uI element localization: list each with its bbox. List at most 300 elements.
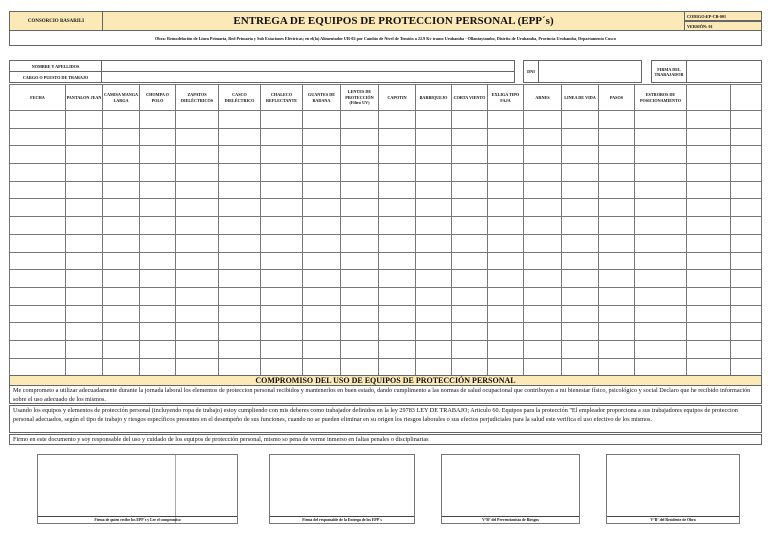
receiver-signature-box[interactable] [37, 454, 238, 524]
table-cell[interactable] [219, 234, 261, 252]
table-cell[interactable] [379, 199, 416, 217]
table-cell[interactable] [261, 252, 303, 270]
table-cell[interactable] [261, 199, 303, 217]
document-version: VERSIÓN: 01 [684, 21, 762, 31]
table-cell[interactable] [303, 305, 341, 323]
table-cell[interactable] [140, 164, 176, 182]
table-cell[interactable] [562, 111, 599, 129]
table-cell[interactable] [731, 340, 762, 358]
table-cell[interactable] [379, 181, 416, 199]
table-cell[interactable] [416, 358, 452, 376]
table-cell[interactable] [731, 234, 762, 252]
table-cell[interactable] [452, 111, 488, 129]
table-cell[interactable] [10, 128, 66, 146]
table-cell[interactable] [524, 128, 562, 146]
table-cell[interactable] [416, 270, 452, 288]
table-cell[interactable] [103, 287, 140, 305]
table-cell[interactable] [488, 128, 524, 146]
table-cell[interactable] [341, 164, 379, 182]
table-cell[interactable] [599, 181, 635, 199]
table-cell[interactable] [341, 199, 379, 217]
table-cell[interactable] [687, 111, 731, 129]
table-cell[interactable] [176, 340, 219, 358]
table-cell[interactable] [261, 128, 303, 146]
table-cell[interactable] [103, 358, 140, 376]
table-cell[interactable] [599, 270, 635, 288]
table-cell[interactable] [103, 340, 140, 358]
table-cell[interactable] [524, 358, 562, 376]
table-cell[interactable] [524, 340, 562, 358]
table-cell[interactable] [452, 305, 488, 323]
table-cell[interactable] [103, 146, 140, 164]
table-cell[interactable] [261, 287, 303, 305]
table-cell[interactable] [140, 146, 176, 164]
table-cell[interactable] [103, 164, 140, 182]
table-cell[interactable] [599, 164, 635, 182]
table-cell[interactable] [452, 270, 488, 288]
table-cell[interactable] [599, 128, 635, 146]
table-cell[interactable] [599, 111, 635, 129]
table-cell[interactable] [341, 217, 379, 235]
table-cell[interactable] [488, 287, 524, 305]
table-cell[interactable] [379, 323, 416, 341]
table-cell[interactable] [562, 199, 599, 217]
table-cell[interactable] [10, 358, 66, 376]
table-cell[interactable] [635, 358, 687, 376]
table-cell[interactable] [452, 323, 488, 341]
table-cell[interactable] [731, 305, 762, 323]
table-cell[interactable] [341, 111, 379, 129]
position-field[interactable] [101, 71, 515, 83]
table-cell[interactable] [303, 164, 341, 182]
table-cell[interactable] [452, 164, 488, 182]
table-cell[interactable] [219, 270, 261, 288]
table-cell[interactable] [416, 181, 452, 199]
table-cell[interactable] [10, 146, 66, 164]
table-cell[interactable] [379, 111, 416, 129]
table-cell[interactable] [687, 199, 731, 217]
table-cell[interactable] [599, 217, 635, 235]
table-cell[interactable] [731, 323, 762, 341]
table-cell[interactable] [452, 234, 488, 252]
table-cell[interactable] [176, 323, 219, 341]
table-cell[interactable] [687, 358, 731, 376]
table-cell[interactable] [599, 146, 635, 164]
table-cell[interactable] [103, 234, 140, 252]
table-cell[interactable] [488, 358, 524, 376]
table-cell[interactable] [379, 217, 416, 235]
table-cell[interactable] [416, 111, 452, 129]
table-cell[interactable] [488, 181, 524, 199]
table-cell[interactable] [10, 234, 66, 252]
table-cell[interactable] [303, 234, 341, 252]
worker-signature-field[interactable] [686, 60, 762, 83]
table-cell[interactable] [10, 323, 66, 341]
table-cell[interactable] [731, 128, 762, 146]
table-cell[interactable] [176, 217, 219, 235]
table-cell[interactable] [635, 181, 687, 199]
table-cell[interactable] [599, 340, 635, 358]
table-cell[interactable] [599, 323, 635, 341]
table-cell[interactable] [635, 340, 687, 358]
table-cell[interactable] [687, 252, 731, 270]
commitment-paragraph-1: Me comprometo a utilizar adecuadamente durante la jornada laboral los elementos de proteccion personal recibidos y mantenerlos en buen estado, dando cumplimento a las normas de salud ocupacional que contribuyen a mi bienestar físico, psicológico y social Declaro que he recibido información sobre el uso adecuado de los mismos. [9, 385, 762, 404]
table-cell[interactable] [303, 252, 341, 270]
table-cell[interactable] [66, 199, 103, 217]
table-cell[interactable] [562, 305, 599, 323]
table-cell[interactable] [687, 270, 731, 288]
table-cell[interactable] [219, 358, 261, 376]
table-cell[interactable] [219, 323, 261, 341]
table-cell[interactable] [524, 199, 562, 217]
deliverer-signature-box[interactable] [269, 454, 415, 524]
table-cell[interactable] [303, 217, 341, 235]
table-cell[interactable] [635, 287, 687, 305]
table-cell[interactable] [341, 287, 379, 305]
table-cell[interactable] [140, 181, 176, 199]
table-cell[interactable] [140, 358, 176, 376]
table-cell[interactable] [140, 305, 176, 323]
table-cell[interactable] [303, 181, 341, 199]
table-cell[interactable] [10, 111, 66, 129]
table-cell[interactable] [66, 234, 103, 252]
table-cell[interactable] [66, 358, 103, 376]
table-cell[interactable] [261, 146, 303, 164]
table-cell[interactable] [261, 111, 303, 129]
table-cell[interactable] [66, 111, 103, 129]
table-cell[interactable] [599, 252, 635, 270]
table-cell[interactable] [524, 252, 562, 270]
table-cell[interactable] [416, 252, 452, 270]
table-cell[interactable] [635, 217, 687, 235]
table-cell[interactable] [341, 252, 379, 270]
table-cell[interactable] [524, 234, 562, 252]
dni-field[interactable] [538, 60, 642, 83]
table-cell[interactable] [488, 111, 524, 129]
table-cell[interactable] [140, 111, 176, 129]
table-cell[interactable] [341, 323, 379, 341]
table-cell[interactable] [379, 164, 416, 182]
table-cell[interactable] [731, 217, 762, 235]
table-cell[interactable] [488, 217, 524, 235]
table-cell[interactable] [562, 164, 599, 182]
table-cell[interactable] [524, 111, 562, 129]
table-cell[interactable] [303, 270, 341, 288]
table-cell[interactable] [524, 181, 562, 199]
table-cell[interactable] [687, 287, 731, 305]
table-cell[interactable] [303, 340, 341, 358]
table-cell[interactable] [303, 111, 341, 129]
table-cell[interactable] [219, 128, 261, 146]
table-cell[interactable] [731, 111, 762, 129]
table-cell[interactable] [687, 305, 731, 323]
table-cell[interactable] [488, 340, 524, 358]
table-cell[interactable] [261, 340, 303, 358]
table-cell[interactable] [303, 128, 341, 146]
table-cell[interactable] [488, 270, 524, 288]
table-cell[interactable] [416, 340, 452, 358]
table-cell[interactable] [10, 287, 66, 305]
table-cell[interactable] [379, 287, 416, 305]
table-cell[interactable] [687, 323, 731, 341]
table-cell[interactable] [219, 111, 261, 129]
table-cell[interactable] [562, 340, 599, 358]
table-cell[interactable] [219, 164, 261, 182]
table-cell[interactable] [452, 199, 488, 217]
table-cell[interactable] [176, 305, 219, 323]
table-cell[interactable] [687, 181, 731, 199]
table-cell[interactable] [379, 270, 416, 288]
table-cell[interactable] [452, 252, 488, 270]
table-cell[interactable] [140, 340, 176, 358]
table-cell[interactable] [562, 128, 599, 146]
table-cell[interactable] [731, 252, 762, 270]
table-cell[interactable] [524, 217, 562, 235]
table-cell[interactable] [303, 146, 341, 164]
table-cell[interactable] [452, 358, 488, 376]
table-cell[interactable] [562, 234, 599, 252]
table-cell[interactable] [379, 146, 416, 164]
table-cell[interactable] [452, 146, 488, 164]
signature-label: Firma del responsable de la Entrega de los EPP´s [270, 516, 414, 523]
table-cell[interactable] [524, 287, 562, 305]
signature-label: Firma de quien recibe los EPP´s y Lee el compromiso [38, 516, 237, 523]
table-cell[interactable] [261, 217, 303, 235]
table-cell[interactable] [66, 128, 103, 146]
col-header: CAPOTIN [379, 85, 416, 111]
table-cell[interactable] [66, 340, 103, 358]
col-header: ESTROBOS DE POSICIONAMIENTO [635, 85, 687, 111]
table-cell[interactable] [176, 181, 219, 199]
table-cell[interactable] [416, 146, 452, 164]
table-cell[interactable] [635, 305, 687, 323]
table-cell[interactable] [562, 181, 599, 199]
table-cell[interactable] [635, 270, 687, 288]
table-cell[interactable] [219, 252, 261, 270]
table-cell[interactable] [10, 340, 66, 358]
table-cell[interactable] [635, 234, 687, 252]
table-cell[interactable] [341, 128, 379, 146]
table-cell[interactable] [687, 146, 731, 164]
table-cell[interactable] [562, 217, 599, 235]
table-cell[interactable] [219, 181, 261, 199]
table-cell[interactable] [562, 323, 599, 341]
table-cell[interactable] [10, 181, 66, 199]
table-cell[interactable] [524, 305, 562, 323]
table-cell[interactable] [176, 234, 219, 252]
table-cell[interactable] [524, 164, 562, 182]
table-cell[interactable] [687, 234, 731, 252]
table-cell[interactable] [103, 323, 140, 341]
table-cell[interactable] [66, 323, 103, 341]
table-cell[interactable] [562, 252, 599, 270]
table-cell[interactable] [731, 287, 762, 305]
table-cell[interactable] [416, 234, 452, 252]
table-cell[interactable] [731, 181, 762, 199]
table-cell[interactable] [103, 111, 140, 129]
table-cell[interactable] [261, 305, 303, 323]
table-cell[interactable] [379, 128, 416, 146]
table-cell[interactable] [103, 181, 140, 199]
table-cell[interactable] [524, 146, 562, 164]
table-cell[interactable] [10, 199, 66, 217]
table-cell[interactable] [66, 252, 103, 270]
table-cell[interactable] [261, 270, 303, 288]
table-cell[interactable] [341, 181, 379, 199]
table-cell[interactable] [562, 287, 599, 305]
table-cell[interactable] [261, 234, 303, 252]
table-cell[interactable] [219, 217, 261, 235]
table-cell[interactable] [103, 128, 140, 146]
table-cell[interactable] [599, 287, 635, 305]
table-cell[interactable] [488, 305, 524, 323]
table-cell[interactable] [66, 287, 103, 305]
table-cell[interactable] [219, 305, 261, 323]
table-cell[interactable] [635, 128, 687, 146]
table-cell[interactable] [341, 340, 379, 358]
table-cell[interactable] [140, 252, 176, 270]
table-cell[interactable] [66, 270, 103, 288]
site-resident-signature-box[interactable] [606, 454, 740, 524]
table-cell[interactable] [731, 199, 762, 217]
table-cell[interactable] [416, 305, 452, 323]
table-cell[interactable] [176, 199, 219, 217]
project-description: Obra: Remodelación de Línea Primaria, Red Primaria y Sub Estaciones Eléctricas; en el(la) Alimentador UR-02 por Cambio de Nivel de Tensión a 22.9 Kv tramo Urubamba - Ollantaytambo, Distrito de Urubamba, Provincia Urubamba, Departamento Cusco [9, 30, 762, 46]
table-cell[interactable] [687, 340, 731, 358]
table-cell[interactable] [731, 146, 762, 164]
table-cell[interactable] [452, 128, 488, 146]
table-cell[interactable] [488, 199, 524, 217]
table-cell[interactable] [635, 111, 687, 129]
table-cell[interactable] [261, 181, 303, 199]
table-cell[interactable] [303, 323, 341, 341]
table-cell[interactable] [524, 323, 562, 341]
table-cell[interactable] [219, 199, 261, 217]
table-cell[interactable] [66, 164, 103, 182]
table-cell[interactable] [599, 305, 635, 323]
table-cell[interactable] [599, 358, 635, 376]
table-cell[interactable] [219, 287, 261, 305]
table-cell[interactable] [341, 146, 379, 164]
table-cell[interactable] [635, 323, 687, 341]
table-cell[interactable] [379, 358, 416, 376]
table-cell[interactable] [379, 340, 416, 358]
table-cell[interactable] [261, 164, 303, 182]
table-cell[interactable] [261, 323, 303, 341]
table-cell[interactable] [562, 358, 599, 376]
table-cell[interactable] [488, 252, 524, 270]
table-cell[interactable] [10, 252, 66, 270]
table-cell[interactable] [379, 234, 416, 252]
table-cell[interactable] [731, 270, 762, 288]
table-cell[interactable] [176, 358, 219, 376]
table-cell[interactable] [599, 234, 635, 252]
table-cell[interactable] [10, 305, 66, 323]
table-cell[interactable] [635, 252, 687, 270]
table-cell[interactable] [103, 305, 140, 323]
table-cell[interactable] [140, 234, 176, 252]
table-cell[interactable] [103, 270, 140, 288]
table-cell[interactable] [452, 287, 488, 305]
table-cell[interactable] [341, 305, 379, 323]
table-cell[interactable] [416, 199, 452, 217]
table-cell[interactable] [379, 252, 416, 270]
table-cell[interactable] [416, 128, 452, 146]
table-cell[interactable] [379, 305, 416, 323]
table-cell[interactable] [731, 164, 762, 182]
table-cell[interactable] [599, 199, 635, 217]
table-cell[interactable] [176, 252, 219, 270]
table-cell[interactable] [341, 234, 379, 252]
table-cell[interactable] [524, 270, 562, 288]
table-cell[interactable] [488, 323, 524, 341]
table-cell[interactable] [176, 270, 219, 288]
table-cell[interactable] [103, 217, 140, 235]
table-cell[interactable] [10, 164, 66, 182]
table-cell[interactable] [10, 270, 66, 288]
table-cell[interactable] [140, 199, 176, 217]
col-header: CORTA VIENTO [452, 85, 488, 111]
table-cell[interactable] [140, 270, 176, 288]
table-cell[interactable] [303, 358, 341, 376]
table-cell[interactable] [452, 217, 488, 235]
table-cell[interactable] [341, 270, 379, 288]
table-cell[interactable] [488, 164, 524, 182]
table-cell[interactable] [66, 217, 103, 235]
table-cell[interactable] [176, 164, 219, 182]
table-cell[interactable] [635, 199, 687, 217]
table-cell[interactable] [635, 146, 687, 164]
table-cell[interactable] [687, 164, 731, 182]
table-cell[interactable] [176, 128, 219, 146]
table-cell[interactable] [140, 128, 176, 146]
table-cell[interactable] [140, 217, 176, 235]
table-cell[interactable] [103, 199, 140, 217]
table-cell[interactable] [66, 181, 103, 199]
table-cell[interactable] [416, 287, 452, 305]
table-cell[interactable] [488, 234, 524, 252]
table-cell[interactable] [488, 146, 524, 164]
table-cell[interactable] [416, 323, 452, 341]
table-cell[interactable] [66, 305, 103, 323]
table-cell[interactable] [176, 146, 219, 164]
table-cell[interactable] [10, 217, 66, 235]
table-cell[interactable] [219, 340, 261, 358]
table-cell[interactable] [140, 287, 176, 305]
table-cell[interactable] [140, 323, 176, 341]
table-cell[interactable] [303, 287, 341, 305]
table-cell[interactable] [416, 217, 452, 235]
risk-officer-signature-box[interactable] [441, 454, 580, 524]
table-cell[interactable] [303, 199, 341, 217]
table-cell[interactable] [66, 146, 103, 164]
table-cell[interactable] [687, 217, 731, 235]
table-cell[interactable] [176, 111, 219, 129]
table-cell[interactable] [562, 270, 599, 288]
table-cell[interactable] [452, 181, 488, 199]
table-cell[interactable] [452, 340, 488, 358]
table-cell[interactable] [176, 287, 219, 305]
table-cell[interactable] [261, 358, 303, 376]
table-cell[interactable] [562, 146, 599, 164]
table-cell[interactable] [687, 128, 731, 146]
table-cell[interactable] [341, 358, 379, 376]
table-cell[interactable] [731, 358, 762, 376]
table-cell[interactable] [416, 164, 452, 182]
table-cell[interactable] [219, 146, 261, 164]
table-cell[interactable] [103, 252, 140, 270]
table-cell[interactable] [635, 164, 687, 182]
